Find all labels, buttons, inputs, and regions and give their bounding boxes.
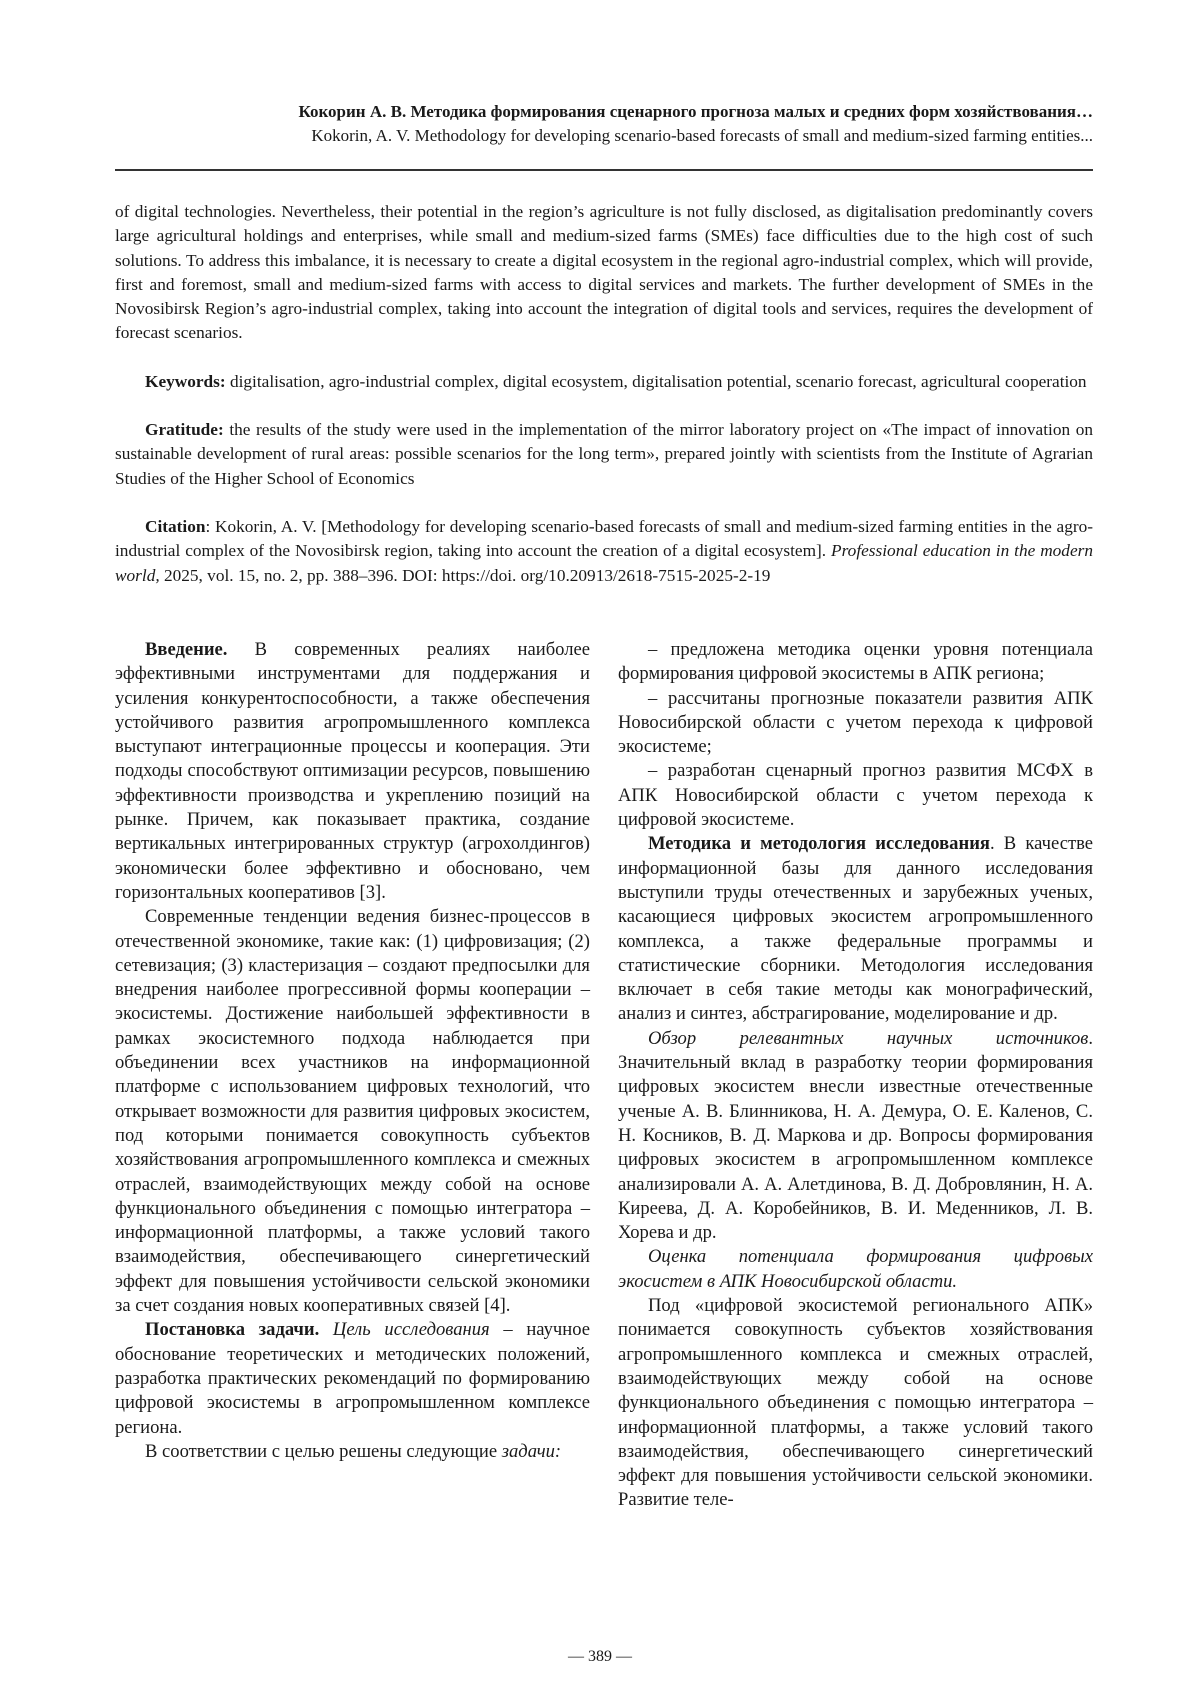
review-text: . Значительный вклад в разработку теории формирования цифровых экосистем внесли известные отечественные ученые А. В. Блинникова, Н. А. Демура, О. Е. Каленов, С. Н. Косников, В. Д. Маркова и др. Вопросы формирования цифровых экосистем в агропромышленном комплексе анализировали А. А. Алетдинова, В. Д. Добровлянин, Н. А. Киреева, Д. А. Коробейников, В. И. Меденников, Л. В. Хорева и др.: [618, 1028, 1093, 1243]
task-item: – разработан сценарный прогноз развития МСФХ в АПК Новосибирской области с учетом перехода к цифровой экосистеме.: [618, 759, 1093, 832]
task-paragraph: [115, 1318, 590, 1439]
intro-text: В современных реалиях наиболее эффективными инструментами для поддержания и усиления конкурентоспособности, а также обеспечения устойчивого развития агропромышленного комплекса выступают интеграционные процессы и кооперация. Эти подходы способствуют оптимизации ресурсов, повышению эффективности производства и укреплению позиций на рынке. Причем, как показывает практика, создание вертикальных интегрированных структур (агрохолдингов) экономически более эффективно и обосновано, чем горизонтальных кооперативов [3].: [115, 639, 590, 903]
header-divider: [115, 169, 1093, 171]
left-column: [115, 638, 590, 1513]
method-paragraph: [618, 832, 1093, 1026]
abstract-text: of digital technologies. Nevertheless, their potential in the region’s agriculture is not fully disclosed, as digitalisation predominantly covers large agricultural holdings and enterprises, while small and medium-sized farms (SMEs) face difficulties due to the high cost of such solutions. To address this imbalance, it is necessary to create a digital ecosystem in the regional agro-industrial complex, which will provide, first and foremost, small and medium-sized farms with access to digital services and markets. The further development of SMEs in the Novosibirsk Region’s agro-industrial complex, taking into account the integration of digital tools and services, requires the development of forecast scenarios.: [115, 200, 1093, 346]
review-paragraph: [618, 1027, 1093, 1246]
tasks-word: задачи:: [502, 1441, 561, 1462]
citation-label: Citation: [145, 517, 205, 536]
citation-journal: Professional education in the modern world,: [115, 541, 1093, 584]
tasks-intro-text: В соответствии с целью решены следующие: [145, 1441, 502, 1462]
method-text: . В качестве информационной базы для данного исследования выступили труды отечественных и зарубежных ученых, касающиеся цифровых экосистем агропромышленного комплекса, а также федеральные программы и статистические сборники. Методология исследования включает в себя такие методы как монографический, анализ и синтез, абстрагирование, моделирование и др.: [618, 833, 1093, 1024]
right-column: [618, 638, 1093, 1513]
task-heading: Постановка задачи.: [145, 1319, 319, 1340]
running-header-ru: Кокорин А. В. Методика формирования сценарного прогноза малых и средних форм хозяйствования…: [115, 100, 1093, 124]
review-heading: Обзор релевантных научных источников: [648, 1028, 1088, 1049]
assess-heading: [618, 1245, 1093, 1294]
task-goal: Цель исследования: [319, 1319, 489, 1340]
citation-details: 2025, vol. 15, no. 2, pp. 388–396. DOI: https://doi. org/10.20913/2618-7515-2025-2-19: [160, 566, 771, 585]
running-header-en: Kokorin, A. V. Methodology for developing scenario-based forecasts of small and medium-sized farming entities...: [115, 124, 1093, 148]
citation-text: : Kokorin, A. V. [Methodology for developing scenario-based forecasts of small and medium-sized farming entities in the agro-industrial complex of the Novosibirsk region, taking into account the creation of a digital ecosystem].: [115, 517, 1093, 560]
abstract-block: [115, 200, 1093, 612]
gratitude: [115, 418, 1093, 491]
keywords: [115, 370, 1093, 394]
body-columns: [115, 638, 1093, 1513]
tasks-intro-paragraph: [115, 1440, 590, 1464]
gratitude-text: the results of the study were used in the implementation of the mirror laboratory project on «The impact of innovation on sustainable development of rural areas: possible scenarios for the long term», prepared jointly with scientists from the Institute of Agrarian Studies of the Higher School of Economics: [115, 420, 1093, 488]
trends-paragraph: Современные тенденции ведения бизнес-процессов в отечественной экономике, такие как: (1) цифровизация; (2) сетевизация; (3) кластеризация – создают предпосылки для внедрения наиболее прогрессивной формы кооперации – экосистемы. Достижение наибольшей эффективности в рамках экосистемного подхода наблюдается при объединении всех участников на информационной платформе с использованием цифровых технологий, что открывает возможности для развития цифровых экосистем, под которыми понимается совокупность субъектов хозяйствования агропромышленного комплекса и смежных отраслей, взаимодействующих между собой на основе функционального объединения с помощью интегратора – информационной платформы, а также условий такого взаимодействия, обеспечивающего синергетический эффект для повышения устойчивости сельской экономики за счет создания новых кооперативных связей [4].: [115, 905, 590, 1318]
task-item: – рассчитаны прогнозные показатели развития АПК Новосибирской области с учетом перехода к цифровой экосистеме;: [618, 687, 1093, 760]
intro-paragraph: [115, 638, 590, 905]
ecosystem-paragraph: Под «цифровой экосистемой регионального АПК» понимается совокупность субъектов хозяйствования агропромышленного комплекса и смежных отраслей, взаимодействующих между собой на основе функционального объединения с помощью интегратора – информационной платформы, а также условий такого взаимодействия, обеспечивающего синергетический эффект для повышения устойчивости сельской экономики. Развитие теле-: [618, 1294, 1093, 1513]
page-number: — 389 —: [0, 1648, 1200, 1666]
running-header: [115, 100, 1093, 148]
gratitude-label: Gratitude:: [145, 420, 224, 439]
task-item: – предложена методика оценки уровня потенциала формирования цифровой экосистемы в АПК региона;: [618, 638, 1093, 687]
intro-heading: Введение.: [145, 639, 227, 660]
assess-heading-text: Оценка потенциала формирования цифровых экосистем в АПК Новосибирской области.: [618, 1246, 1093, 1291]
task-text: – научное обоснование теоретических и методических положений, разработка практических рекомендаций по формированию цифровой экосистемы в агропромышленном комплексе региона.: [115, 1319, 590, 1437]
citation: [115, 515, 1093, 588]
method-heading: Методика и методология исследования: [648, 833, 990, 854]
keywords-label: Keywords:: [145, 372, 226, 391]
keywords-text: digitalisation, agro-industrial complex, digital ecosystem, digitalisation potential, scenario forecast, agricultural cooperation: [226, 372, 1087, 391]
